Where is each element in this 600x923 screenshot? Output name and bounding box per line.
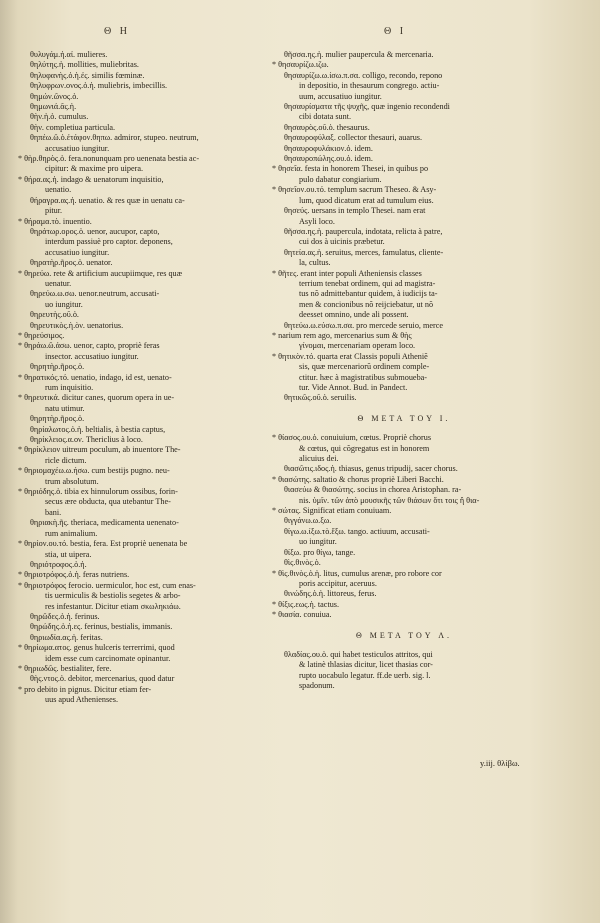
lexicon-entry-line: & latinè thlasias dicitur, licet thasias cor- <box>299 660 433 670</box>
right-column <box>272 50 524 692</box>
lexicon-entry-line: uenatio. <box>45 185 72 195</box>
lexicon-entry-line: γίνομαι, mercenariam operam loco. <box>299 341 416 351</box>
lexicon-entry-line: deesset omnino, unde ali possent. <box>299 310 409 320</box>
lexicon-entry-line: rupto uocabulo legatur. ff.de uerb. sig. l. <box>299 670 431 680</box>
lexicon-entry-line: θίξω. pro θίγω, tange. <box>284 547 356 557</box>
lexicon-entry-line: nis. ὑμῖν. τῶν ἀπὸ μουσικῆς τῶν θιάσων ὅτι τοις ἢ θια- <box>299 495 480 505</box>
lexicon-entry-line: θησαυροφυλάκιον.ὁ. idem. <box>284 143 373 153</box>
lexicon-entry-line: Asyli loco. <box>299 216 335 226</box>
lexicon-entry-line: natu utimur. <box>45 403 85 413</box>
lexicon-entry-line: θησαυρίσματα τῆς ψυχῆς, quæ ingenio recondendi <box>284 102 450 112</box>
lexicon-entry-line: pitur. <box>45 206 63 216</box>
lexicon-entry-line: θησαυρίζω.ω.ίσω.π.σα. colligo, recondo, repono <box>284 70 443 80</box>
lexicon-entry-line: θηριωδία.ας.ἡ. feritas. <box>30 632 103 642</box>
lexicon-entry-line: θίγω.ω.ίξω.τὸ.ἔξω. tango. actiuum, accusati- <box>284 526 430 536</box>
lexicon-entry-line: * θιασία. conuiua. <box>272 610 332 620</box>
lexicon-entry-line: θητεύω.ω.εύσω.π.σα. pro mercede seruio, merce <box>284 320 444 330</box>
lexicon-entry-line: θηρώδης.ὁ.ἡ.ες. ferinus, bestialis, immanis. <box>30 622 173 632</box>
lexicon-entry-line: interdum passiuè pro captor. deponens, <box>45 237 173 247</box>
lexicon-entry-line: uo iungitur. <box>45 299 83 309</box>
lexicon-entry-line: * θηριοτρόφος ferocio. uermiculor, hoc est, cum enas- <box>18 580 196 590</box>
lexicon-entry-line: * θηρεύσιμος. <box>18 330 65 340</box>
lexicon-entry-line: θηλύτης.ἡ. mollities, muliebritas. <box>30 60 139 70</box>
lexicon-entry-line: θηλυφανὴς.ὁ.ἡ.ἐς. similis fœminæ. <box>30 70 145 80</box>
lexicon-entry-line: men & concionibus nõ reijciebatur, ut nõ <box>299 299 434 309</box>
lexicon-entry-line: θῆσσα.ης.ἡ. paupercula, indotata, relicta à patre, <box>284 226 443 236</box>
lexicon-entry-line: rum inquisitio. <box>45 383 94 392</box>
lexicon-entry-line: uenatur. <box>45 278 72 288</box>
lexicon-entry-line: stia, ut uipera. <box>45 549 92 559</box>
lexicon-entry-line: θητεία.ας.ἡ. seruitus, merces, famulatus, cliente- <box>284 247 444 257</box>
lexicon-entry-line: θηρατὴρ.ῆρος.ὁ. uenator. <box>30 258 113 268</box>
lexicon-entry-line: θησαυροπώλης.ου.ὁ. idem. <box>284 154 373 164</box>
left-column <box>18 50 262 706</box>
lexicon-entry-line: θιγγάνω.ω.ξω. <box>284 516 332 526</box>
lexicon-entry-line: * θιασώτης. saltatio & chorus propriè Liberi Bacchi. <box>272 474 444 484</box>
lexicon-entry-line: * θῆτες. erant inter populi Atheniensis classes <box>272 268 422 278</box>
section-heading: Θ META TOY Λ. <box>355 630 452 640</box>
lexicon-entry-line: * θηριομαχέω.ω.ήσω. cum bestijs pugno. neu- <box>18 466 170 476</box>
lexicon-entry-line: terrium tenebat ordinem, qui ad magistra- <box>299 278 436 288</box>
lexicon-entry-line: θηρητὴρ.ῆρος.ὁ. <box>30 362 85 372</box>
lexicon-entry-line: * θητικὸν.τό. quarta erat Classis populi Atheniẽ <box>272 351 428 361</box>
lexicon-entry-line: * θήραμα.τὸ. inuentio. <box>18 216 92 226</box>
lexicon-entry-line: θηριότροφος.ὁ.ἡ. <box>30 559 87 569</box>
lexicon-entry-line: θὴν. completiua particula. <box>30 122 116 132</box>
running-head-left: Θ Η <box>104 26 130 37</box>
lexicon-entry-line: * θὶς.θινὸς.ὁ.ἡ. litus, cumulus arenæ, pro robore cor <box>272 568 442 578</box>
lexicon-entry-line: θηρῶδες.ὁ.ἡ. ferinus. <box>30 611 100 621</box>
lexicon-entry-line: * pro debito in pignus. Dicitur etiam fer- <box>18 684 152 694</box>
lexicon-entry-line: accusatiuo iungitur. <box>45 143 110 153</box>
lexicon-entry-line: θηράτωρ.ορος.ὁ. uenor, aucupor, capto, <box>30 226 160 236</box>
lexicon-entry-line: & cœtus, qui cõgregatus est in honorem <box>299 443 430 453</box>
lexicon-entry-line: θὴς.ντος.ὁ. debitor, mercenarius, quod datur <box>30 674 175 684</box>
lexicon-entry-line: * θηριόδης.ὁ. tibia ex hinnulorum ossibus, forin- <box>18 487 178 497</box>
lexicon-entry-line: tis uermiculis & bestiolis segetes & arbo- <box>45 591 181 601</box>
lexicon-entry-line: uum, accusatiuo iungitur. <box>299 91 382 101</box>
lexicon-entry-line: θιασῶτις.ιδος.ἡ. thiasus, genus tripudij, sacer chorus. <box>284 464 458 474</box>
lexicon-entry-line: θηρεύω.ω.σω. uenor.neutrum, accusati- <box>30 289 160 299</box>
lexicon-entry-line: * θηρεύω. rete & artificium aucupiimque, res quæ <box>18 268 183 278</box>
lexicon-entry-line: trum absolutum. <box>45 476 99 486</box>
lexicon-entry-line: uus apud Athenienses. <box>45 695 118 705</box>
lexicon-entry-line: θηπέω.ῶ.ὁ.ἐτάφον.θηπω. admiror, stupeo. neutrum, <box>30 133 199 143</box>
lexicon-entry-line: cibi dotata sunt. <box>299 112 352 122</box>
lexicon-entry-line: θηλυφρων.ονος.ὁ.ἡ. muliebris, imbecillis. <box>30 81 168 91</box>
lexicon-entry-line: cipitur: & maxime pro uipera. <box>45 164 143 174</box>
running-head-right: Θ Ι <box>384 26 407 37</box>
lexicon-entry-line: θηριακὴ.ῆς. theriaca, medicamenta uenenato- <box>30 518 179 528</box>
lexicon-entry-line: θητικῶς.οῦ.ὁ. seruilis. <box>284 393 357 403</box>
lexicon-entry-line: θημών.ῶνος.ὁ. <box>30 91 79 101</box>
lexicon-entry-line: * θίασος.ου.ὁ. conuiuium, cœtus. Propriè chorus <box>272 433 432 443</box>
lexicon-entry-line: θησεύς. uersans in templo Thesei. nam erat <box>284 206 426 216</box>
lexicon-entry-line: θηρευτικὸς.ὴ.ὸν. uenatorius. <box>30 320 124 330</box>
lexicon-entry-line: * θηριοτρόφος.ὁ.ἡ. feras nutriens. <box>18 570 130 580</box>
lexicon-entry-line: θηρευτὴς.οῦ.ὁ. <box>30 310 79 320</box>
lexicon-entry-line: * θὴρ.θηρὸς.ὁ. fera.nonunquam pro uenenata bestia ac- <box>18 154 200 164</box>
lexicon-entry-line: * θηράω.ῶ.ἀσω. uenor, capto, propriè feras <box>18 341 160 351</box>
lexicon-entry-line: ctitur. hæc à magistratibus submoueba- <box>299 372 428 382</box>
section-heading: Θ META TOY I. <box>357 413 451 423</box>
lexicon-entry-line: * θίξις.εως.ἡ. tactus. <box>272 599 340 609</box>
lexicon-entry-line: in depositio, in thesaurum congrego. actiu- <box>299 81 440 91</box>
lexicon-entry-line: rum animalium. <box>45 528 98 538</box>
lexicon-entry-line: spadonum. <box>299 681 335 691</box>
lexicon-entry-line: sis, quæ mercenariorũ ordinem comple- <box>299 362 430 372</box>
lexicon-entry-line: * narium rem ago, mercenarius sum & θὴς <box>272 330 412 340</box>
lexicon-entry-line: la, cultus. <box>299 258 331 268</box>
lexicon-entry-line: θησαυρὸς.οῦ.ὁ. thesaurus. <box>284 122 370 132</box>
lexicon-entry-line: θημωνιά.ᾶς.ἡ. <box>30 102 77 112</box>
lexicon-entry-line: θηρίκλειος.α.ον. Thericlius à loco. <box>30 435 143 445</box>
lexicon-entry-line: poris accipitur, aceruus. <box>299 578 377 588</box>
lexicon-entry-line: θλαδίας.ου.ὁ. qui habet testiculos attritos, qui <box>284 649 433 659</box>
lexicon-entry-line: * θηρατικός.τό. uenatio, indago, id est, uenato- <box>18 372 172 382</box>
lexicon-entry-line: θῆσσα.ης.ἡ. mulier paupercula & mercenaria. <box>284 50 434 59</box>
lexicon-entry-line: θὴν.ἡ.ὁ. cumulus. <box>30 112 89 122</box>
lexicon-entry-line: * θήρα.ας.ἡ. indago & uenatorum inquisitio, <box>18 174 164 184</box>
lexicon-entry-line: tus nõ admittebantur quidem, à iudicijs ta- <box>299 289 438 299</box>
lexicon-entry-line: θηρητὴρ.ῆρος.ὁ. <box>30 414 85 424</box>
lexicon-entry-line: * θηρίωμα.ατος. genus hulceris terrerrimi, quod <box>18 643 175 653</box>
lexicon-entry-line: res infestantur. Dicitur etiam σκωληκιάω. <box>45 601 181 611</box>
lexicon-entry-line: * θηρίον.ου.τό. bestia, fera. Est propriè uenenata be <box>18 539 188 549</box>
lexicon-entry-line: secus ære obducta, qua utebantur The- <box>45 497 171 507</box>
lexicon-entry-line: pulo dabatur congiarium. <box>299 174 382 184</box>
lexicon-entry-line: accusatiuo iungitur. <box>45 247 110 257</box>
lexicon-entry-line: cui dos à uicinis præbetur. <box>299 237 385 247</box>
lexicon-entry-line: θησαυροφύλαξ. collector thesauri, auarus. <box>284 133 423 143</box>
lexicon-entry-line: * θηρευτικά. dicitur canes, quorum opera in ue- <box>18 393 175 403</box>
lexicon-entry-line: θὶς.θινὸς.ὁ. <box>284 558 321 568</box>
lexicon-entry-line: θιασεύω & θιασώτης. socius in chorea Aristophan. ra- <box>284 485 462 495</box>
page-gutter-shadow <box>0 0 18 923</box>
lexicon-entry-line: * θηριωδῶς. bestialiter, fere. <box>18 663 112 673</box>
lexicon-entry-line: ricle dictum. <box>45 455 87 465</box>
lexicon-entry-line: * θησεῖα. festa in honorem Thesei, in quibus po <box>272 164 429 174</box>
lexicon-entry-line: tur. Vide Annot. Bud. in Pandect. <box>299 383 408 392</box>
lexicon-entry-line: * θηρίκλειον uitreum poculum, ab inuentore The- <box>18 445 181 455</box>
lexicon-entry-line: * θησαυρίζω.ιζω. <box>272 60 329 70</box>
lexicon-entry-line: insector. accusatiuo iungitur. <box>45 351 139 361</box>
lexicon-entry-line: θυλυγάμ.ἡ.αἰ. mulieres. <box>30 50 108 59</box>
lexicon-entry-line: θήραγρα.ας.ἡ. uenatio. & res quæ in uenatu ca- <box>30 195 185 205</box>
lexicon-entry-line: * σώτας. Significat etiam conuiuam. <box>272 506 392 516</box>
lexicon-entry-line: bani. <box>45 507 62 517</box>
lexicon-entry-line: idem esse cum carcinomate opinantur. <box>45 653 171 663</box>
signature-catchword: y.iij. θλίβω. <box>480 758 520 768</box>
lexicon-entry-line: * θησεῖον.ου.τό. templum sacrum Theseo. & Asy- <box>272 185 437 195</box>
lexicon-entry-line: lum, quod dicatum erat ad tumulum eius. <box>299 195 434 205</box>
lexicon-entry-line: θινώδης.ὁ.ἡ. littoreus, ferus. <box>284 589 377 599</box>
lexicon-entry-line: uo iungitur. <box>299 537 337 547</box>
lexicon-entry-line: θηρίαλωτος.ὁ.ἡ. beltialis, à bestia captus, <box>30 424 166 434</box>
lexicon-entry-line: alicuius dei. <box>299 454 339 464</box>
